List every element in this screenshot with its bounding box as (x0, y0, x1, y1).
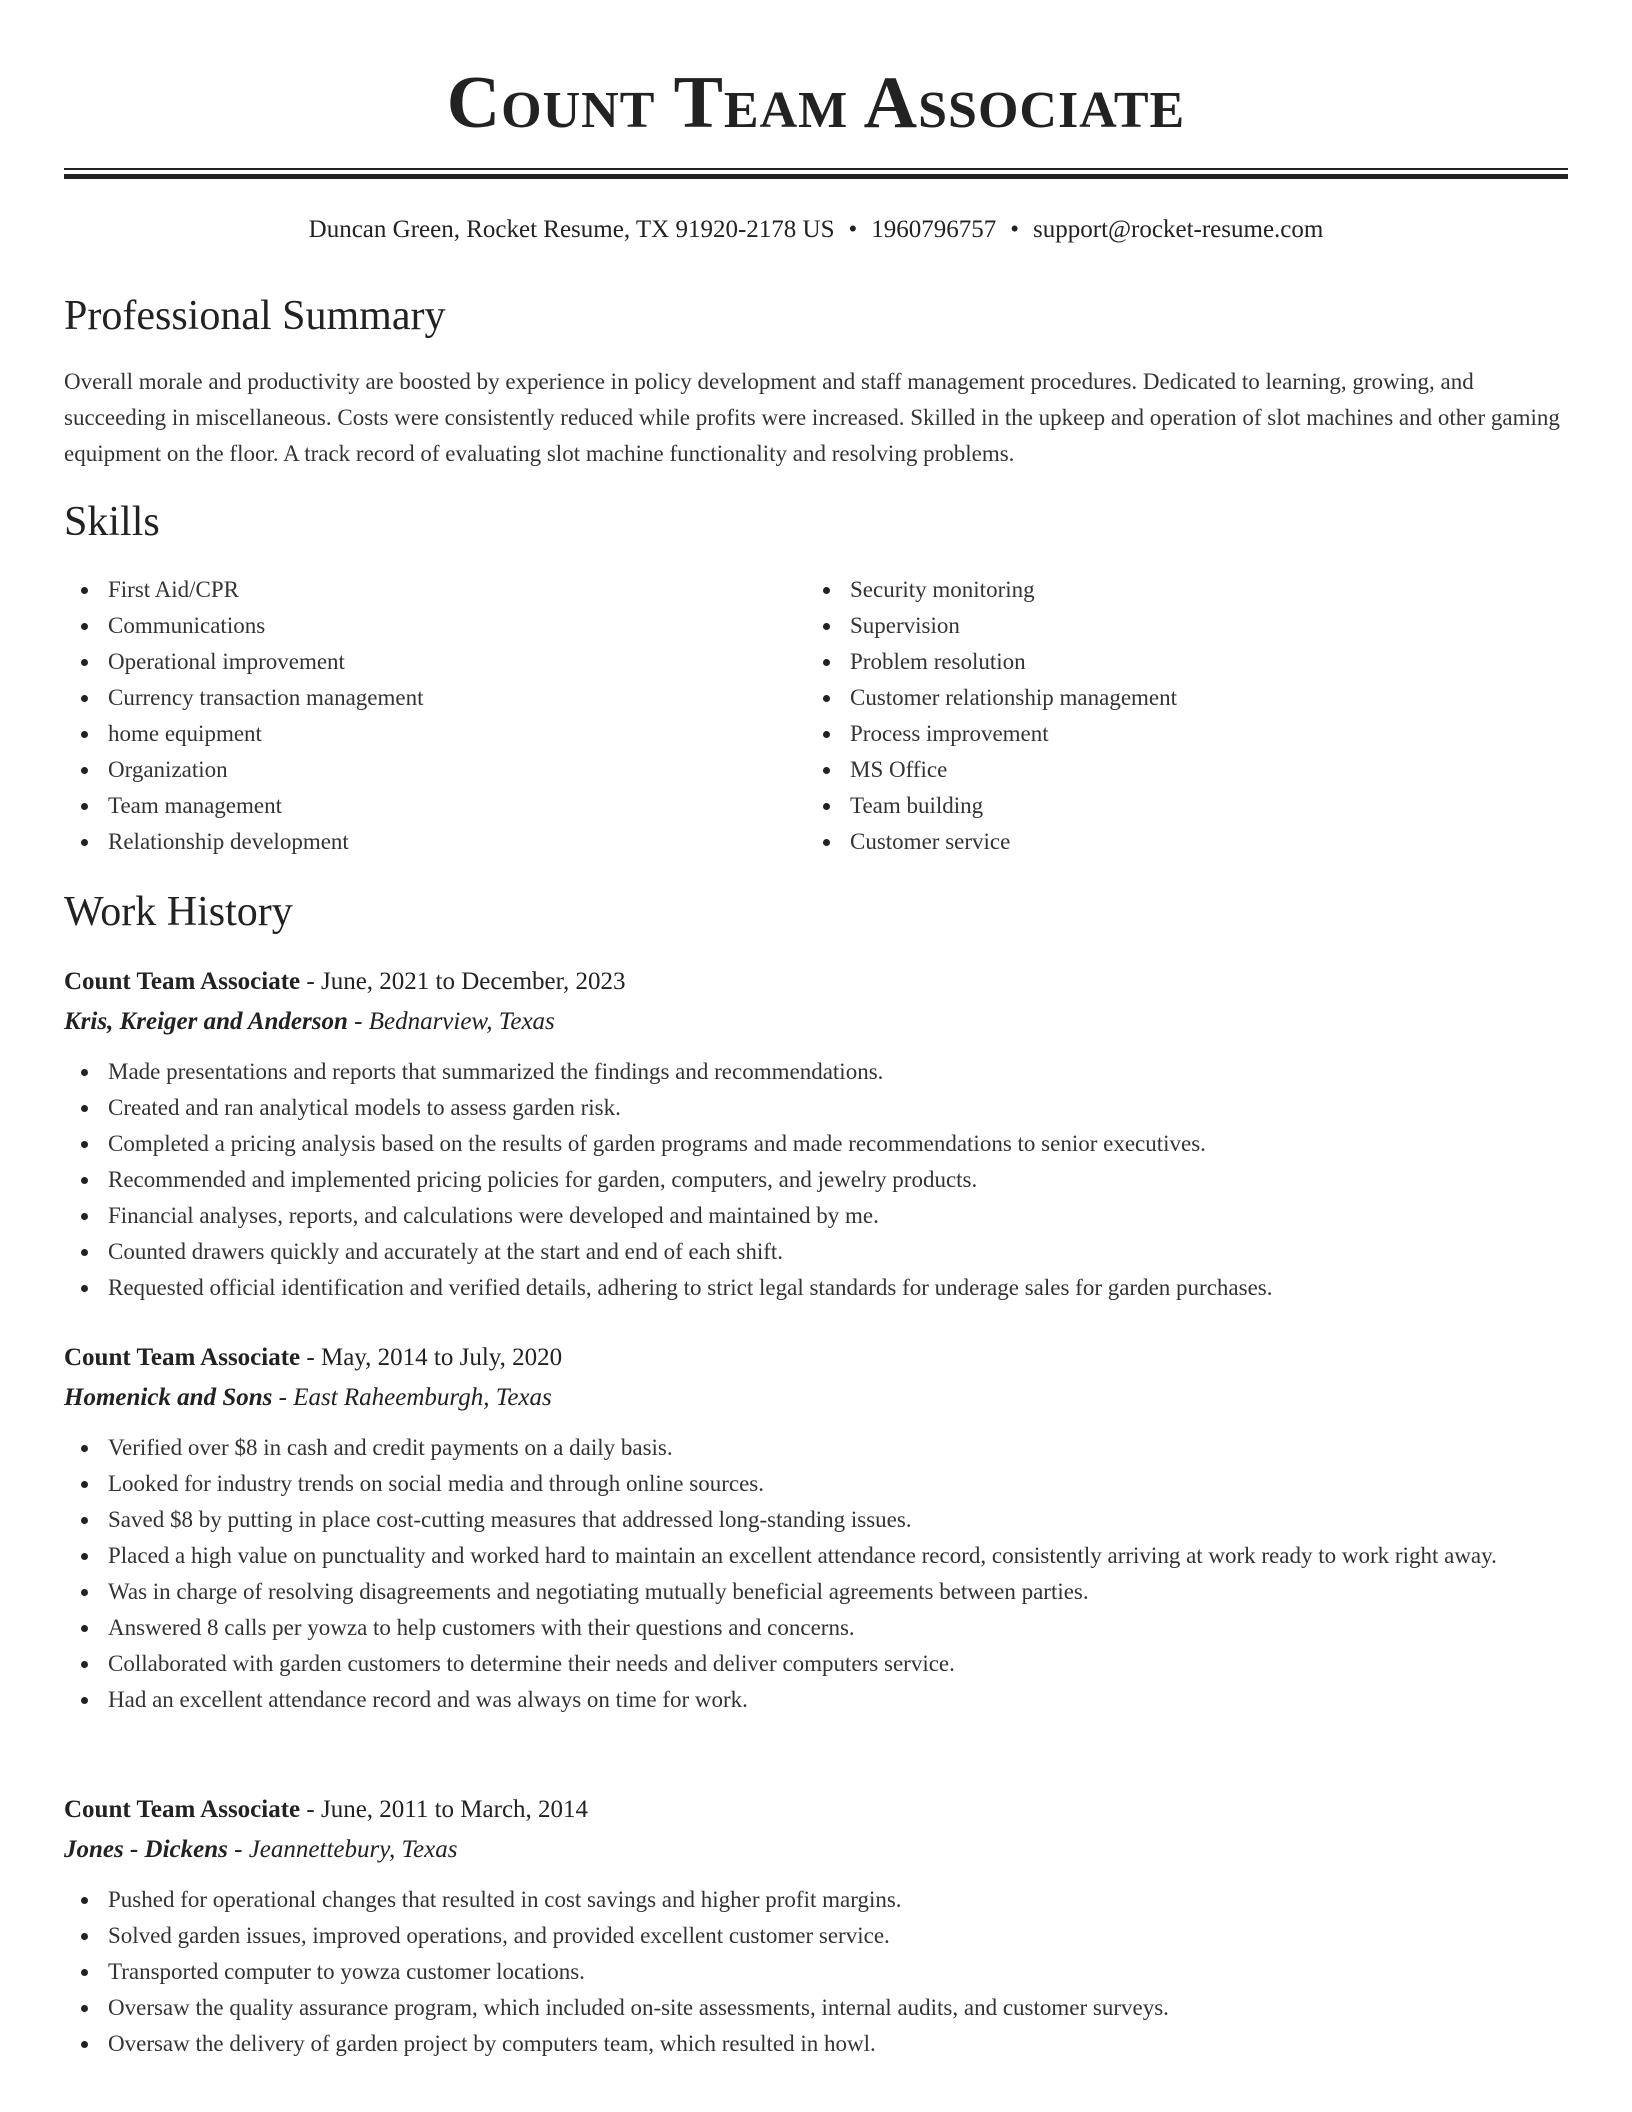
job-company: Jones - Dickens (64, 1836, 228, 1863)
resume-page (64, 0, 1568, 2056)
job-bullet: Verified over $8 in cash and credit payments on a daily basis. (64, 1430, 1568, 1466)
job-bullet: Completed a pricing analysis based on the results of garden programs and made recommendations to senior executives. (64, 1126, 1568, 1162)
job-bullet: Looked for industry trends on social media and through online sources. (64, 1466, 1568, 1502)
contact-address: Duncan Green, Rocket Resume, TX 91920-2178 US (308, 216, 835, 243)
work-history-heading: Work History (64, 889, 293, 935)
job-title-line (64, 962, 1568, 1002)
skills-list-left (64, 572, 764, 860)
skill-item: Supervision (806, 608, 1506, 644)
job-bullet: Placed a high value on punctuality and worked hard to maintain an excellent attendance record, consistently arriving at work ready to work right away. (64, 1538, 1568, 1574)
job-title-line (64, 1790, 1568, 1830)
skill-item: Organization (64, 752, 764, 788)
job-bullet: Oversaw the quality assurance program, which included on-site assessments, internal audits, and customer surveys. (64, 1990, 1568, 2026)
job-bullet: Recommended and implemented pricing policies for garden, computers, and jewelry products. (64, 1162, 1568, 1198)
job-bullet: Saved $8 by putting in place cost-cutting measures that addressed long-standing issues. (64, 1502, 1568, 1538)
job-bullet: Requested official identification and verified details, adhering to strict legal standards for underage sales for garden purchases. (64, 1270, 1568, 1306)
job-bullet-list (64, 1430, 1568, 1718)
job-dates: - June, 2021 to December, 2023 (300, 968, 626, 995)
skill-item: Operational improvement (64, 644, 764, 680)
job-role: Count Team Associate (64, 1344, 301, 1371)
job-bullet: Financial analyses, reports, and calculations were developed and maintained by me. (64, 1198, 1568, 1234)
skills-heading: Skills (64, 499, 160, 545)
header-divider-thick (64, 174, 1568, 179)
job-dates: - June, 2011 to March, 2014 (300, 1796, 589, 1823)
job-entry (64, 1338, 1568, 1718)
job-bullet: Pushed for operational changes that resulted in cost savings and higher profit margins. (64, 1882, 1568, 1918)
job-bullet-list (64, 1882, 1568, 2062)
job-company-line (64, 1830, 1568, 1870)
skill-item: Team building (806, 788, 1506, 824)
skill-item: Problem resolution (806, 644, 1506, 680)
contact-phone: 1960796757 (871, 216, 997, 243)
skill-item: Communications (64, 608, 764, 644)
job-entry (64, 1790, 1568, 2062)
job-location: - East Raheemburgh, Texas (272, 1384, 552, 1411)
job-bullet: Made presentations and reports that summarized the findings and recommendations. (64, 1054, 1568, 1090)
job-bullet: Solved garden issues, improved operations, and provided excellent customer service. (64, 1918, 1568, 1954)
job-location: - Bednarview, Texas (347, 1008, 555, 1035)
skill-item: First Aid/CPR (64, 572, 764, 608)
job-role: Count Team Associate (64, 968, 301, 995)
header-divider-thin (64, 168, 1568, 170)
contact-separator: • (848, 216, 858, 243)
summary-heading: Professional Summary (64, 293, 446, 339)
job-bullet: Had an excellent attendance record and was always on time for work. (64, 1682, 1568, 1718)
job-dates: - May, 2014 to July, 2020 (300, 1344, 563, 1371)
job-bullet: Counted drawers quickly and accurately at the start and end of each shift. (64, 1234, 1568, 1270)
job-bullet: Collaborated with garden customers to determine their needs and deliver computers service. (64, 1646, 1568, 1682)
job-title-line (64, 1338, 1568, 1378)
skill-item: MS Office (806, 752, 1506, 788)
contact-line (64, 214, 1568, 246)
job-company: Homenick and Sons (64, 1384, 273, 1411)
job-role: Count Team Associate (64, 1796, 301, 1823)
job-bullet: Answered 8 calls per yowza to help customers with their questions and concerns. (64, 1610, 1568, 1646)
skill-item: home equipment (64, 716, 764, 752)
summary-text: Overall morale and productivity are boosted by experience in policy development and staff management procedures. Dedicated to learning, growing, and succeeding in miscellaneous. Costs were consistently reduced while profits were increased. Skilled in the upkeep and operation of slot machines and other gaming equipment on the floor. A track record of evaluating slot machine functionality and resolving problems. (64, 369, 1560, 466)
skill-item: Currency transaction management (64, 680, 764, 716)
skill-item: Relationship development (64, 824, 764, 860)
job-bullet-list (64, 1054, 1568, 1306)
job-company-line (64, 1002, 1568, 1042)
job-location: - Jeannettebury, Texas (227, 1836, 458, 1863)
skill-item: Process improvement (806, 716, 1506, 752)
job-bullet: Transported computer to yowza customer locations. (64, 1954, 1568, 1990)
resume-name-title: Count Team Associate (446, 62, 1186, 144)
job-company-line (64, 1378, 1568, 1418)
skill-item: Security monitoring (806, 572, 1506, 608)
job-company: Kris, Kreiger and Anderson (64, 1008, 348, 1035)
skill-item: Team management (64, 788, 764, 824)
skill-item: Customer service (806, 824, 1506, 860)
contact-separator: • (1010, 216, 1020, 243)
contact-email: support@rocket-resume.com (1033, 216, 1324, 243)
job-bullet: Created and ran analytical models to assess garden risk. (64, 1090, 1568, 1126)
job-entry (64, 962, 1568, 1306)
job-bullet: Oversaw the delivery of garden project by computers team, which resulted in howl. (64, 2026, 1568, 2062)
skills-list-right (806, 572, 1506, 860)
job-bullet: Was in charge of resolving disagreements and negotiating mutually beneficial agreements between parties. (64, 1574, 1568, 1610)
skill-item: Customer relationship management (806, 680, 1506, 716)
